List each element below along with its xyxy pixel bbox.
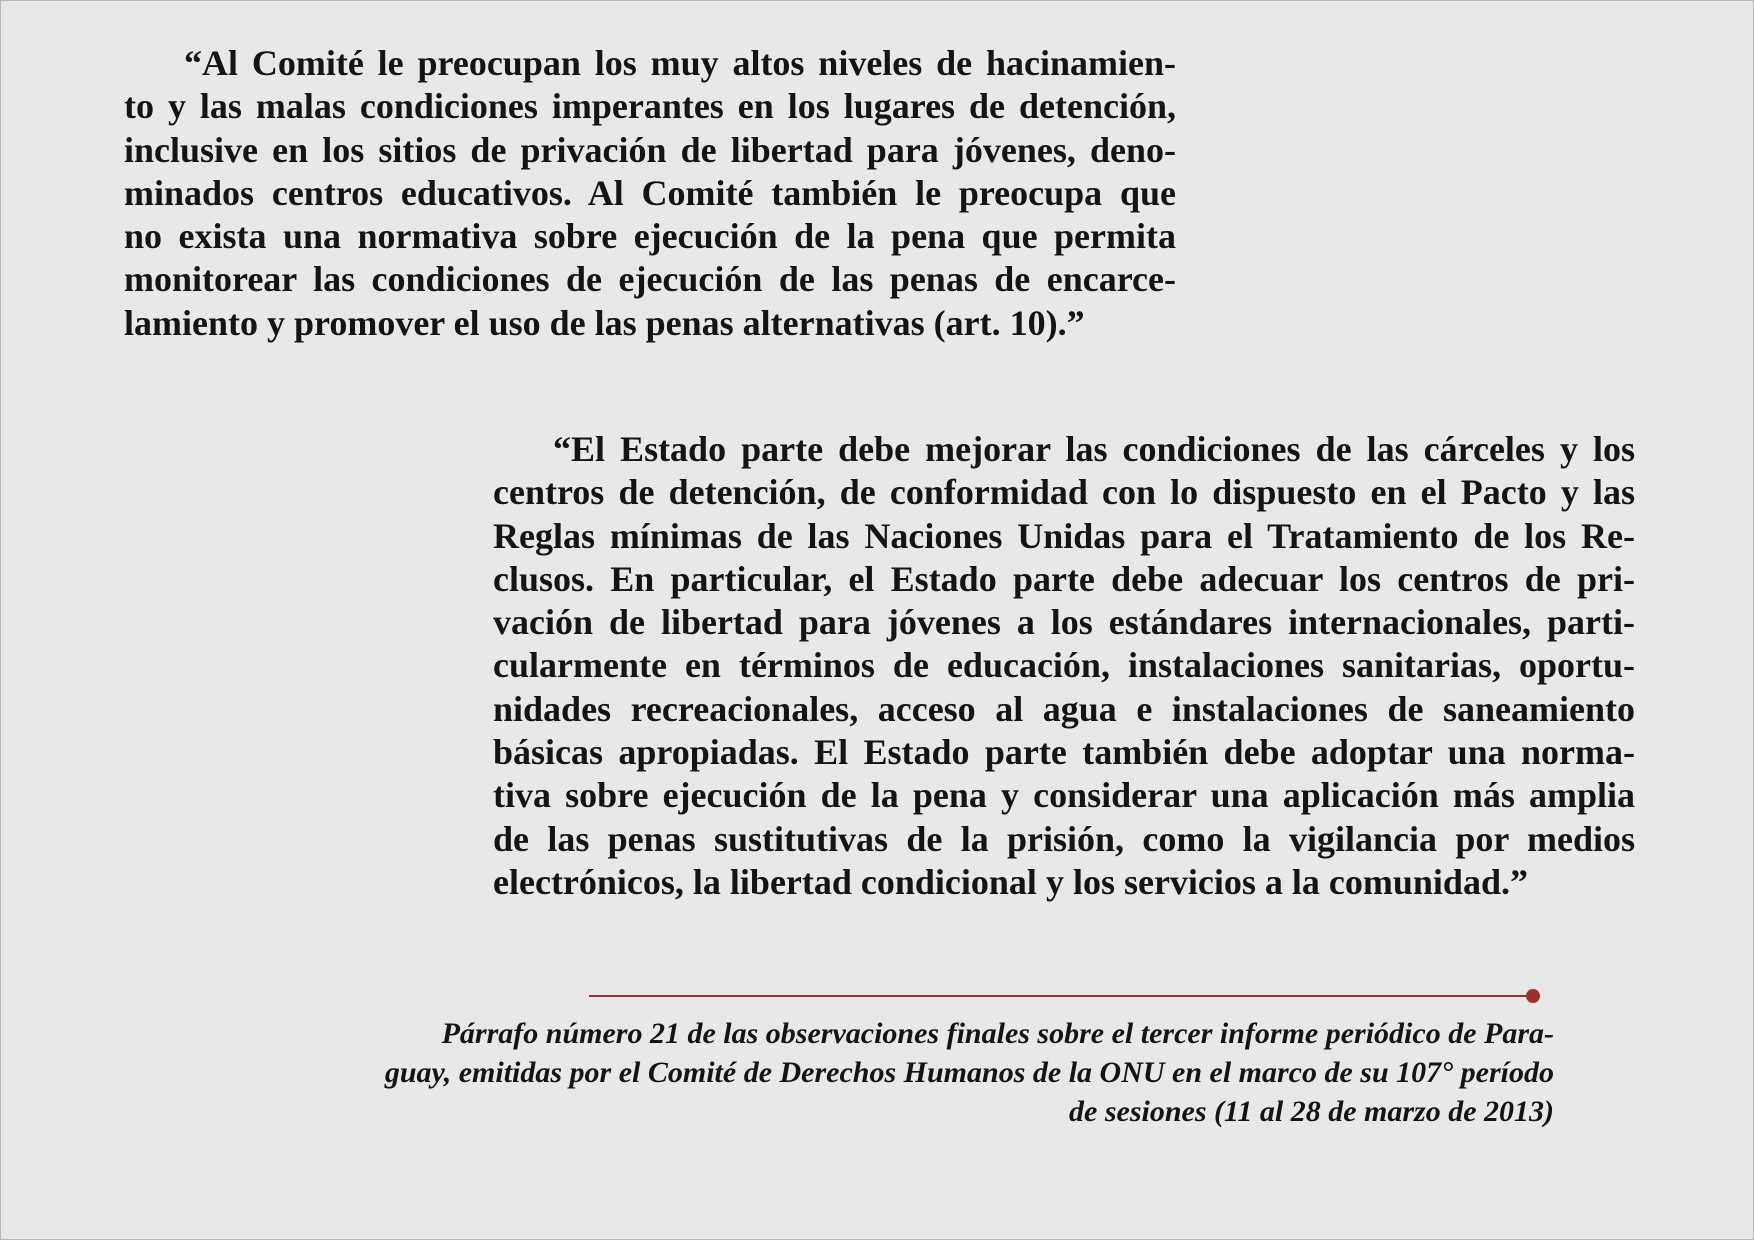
quote-2-line: tiva sobre ejecución de la pena y considerar una aplicación más amplia [493,775,1635,816]
quote-2-line: cularmente en términos de educación, instalaciones sanitarias, oportu- [493,645,1635,686]
quote-2-line: “El Estado parte debe mejorar las condiciones de las cárceles y los [553,429,1635,469]
quote-1-line: no exista una normativa sobre ejecución de la pena que permita [124,216,1176,257]
quote-2-line: de las penas sustitutivas de la prisión, como la vigilancia por medios [493,818,1635,859]
quote-state-recommendation [493,428,1635,904]
source-divider-dot [1526,989,1540,1003]
quote-2-line: nidades recreacionales, acceso al agua e instalaciones de saneamiento [493,688,1635,729]
source-line: de sesiones (11 al 28 de marzo de 2013) [1069,1095,1554,1128]
quote-2-line: básicas apropiadas. El Estado parte también debe adoptar una norma- [493,732,1635,773]
quote-2-line: electrónicos, la libertad condicional y los servicios a la comunidad.” [493,861,1528,902]
quote-1-line: “Al Comité le preocupan los muy altos niveles de hacinamien- [184,43,1176,83]
quote-2-line: clusos. En particular, el Estado parte debe adecuar los centros de pri- [493,558,1635,599]
quote-committee-concern [124,42,1176,345]
quote-1-line: to y las malas condiciones imperantes en los lugares de detención, [124,86,1176,127]
quote-1-line: minados centros educativos. Al Comité también le preocupa que [124,172,1176,213]
quote-1-line: monitorear las condiciones de ejecución de las penas de encarce- [124,259,1176,300]
quote-2-line: centros de detención, de conformidad con lo dispuesto en el Pacto y las [493,472,1635,513]
quote-1-line: inclusive en los sitios de privación de libertad para jóvenes, deno- [124,129,1176,170]
quote-1-line: lamiento y promover el uso de las penas alternativas (art. 10).” [124,302,1085,343]
source-divider-line [589,995,1531,997]
quote-2-line: Reglas mínimas de las Naciones Unidas para el Tratamiento de los Re- [493,515,1635,556]
quote-2-line: vación de libertad para jóvenes a los estándares internacionales, parti- [493,602,1635,643]
source-line: guay, emitidas por el Comité de Derechos Humanos de la ONU en el marco de su 107° período [384,1056,1554,1089]
source-citation [240,1014,1554,1131]
source-line: Párrafo número 21 de las observaciones finales sobre el tercer informe periódico de Para- [441,1017,1554,1050]
